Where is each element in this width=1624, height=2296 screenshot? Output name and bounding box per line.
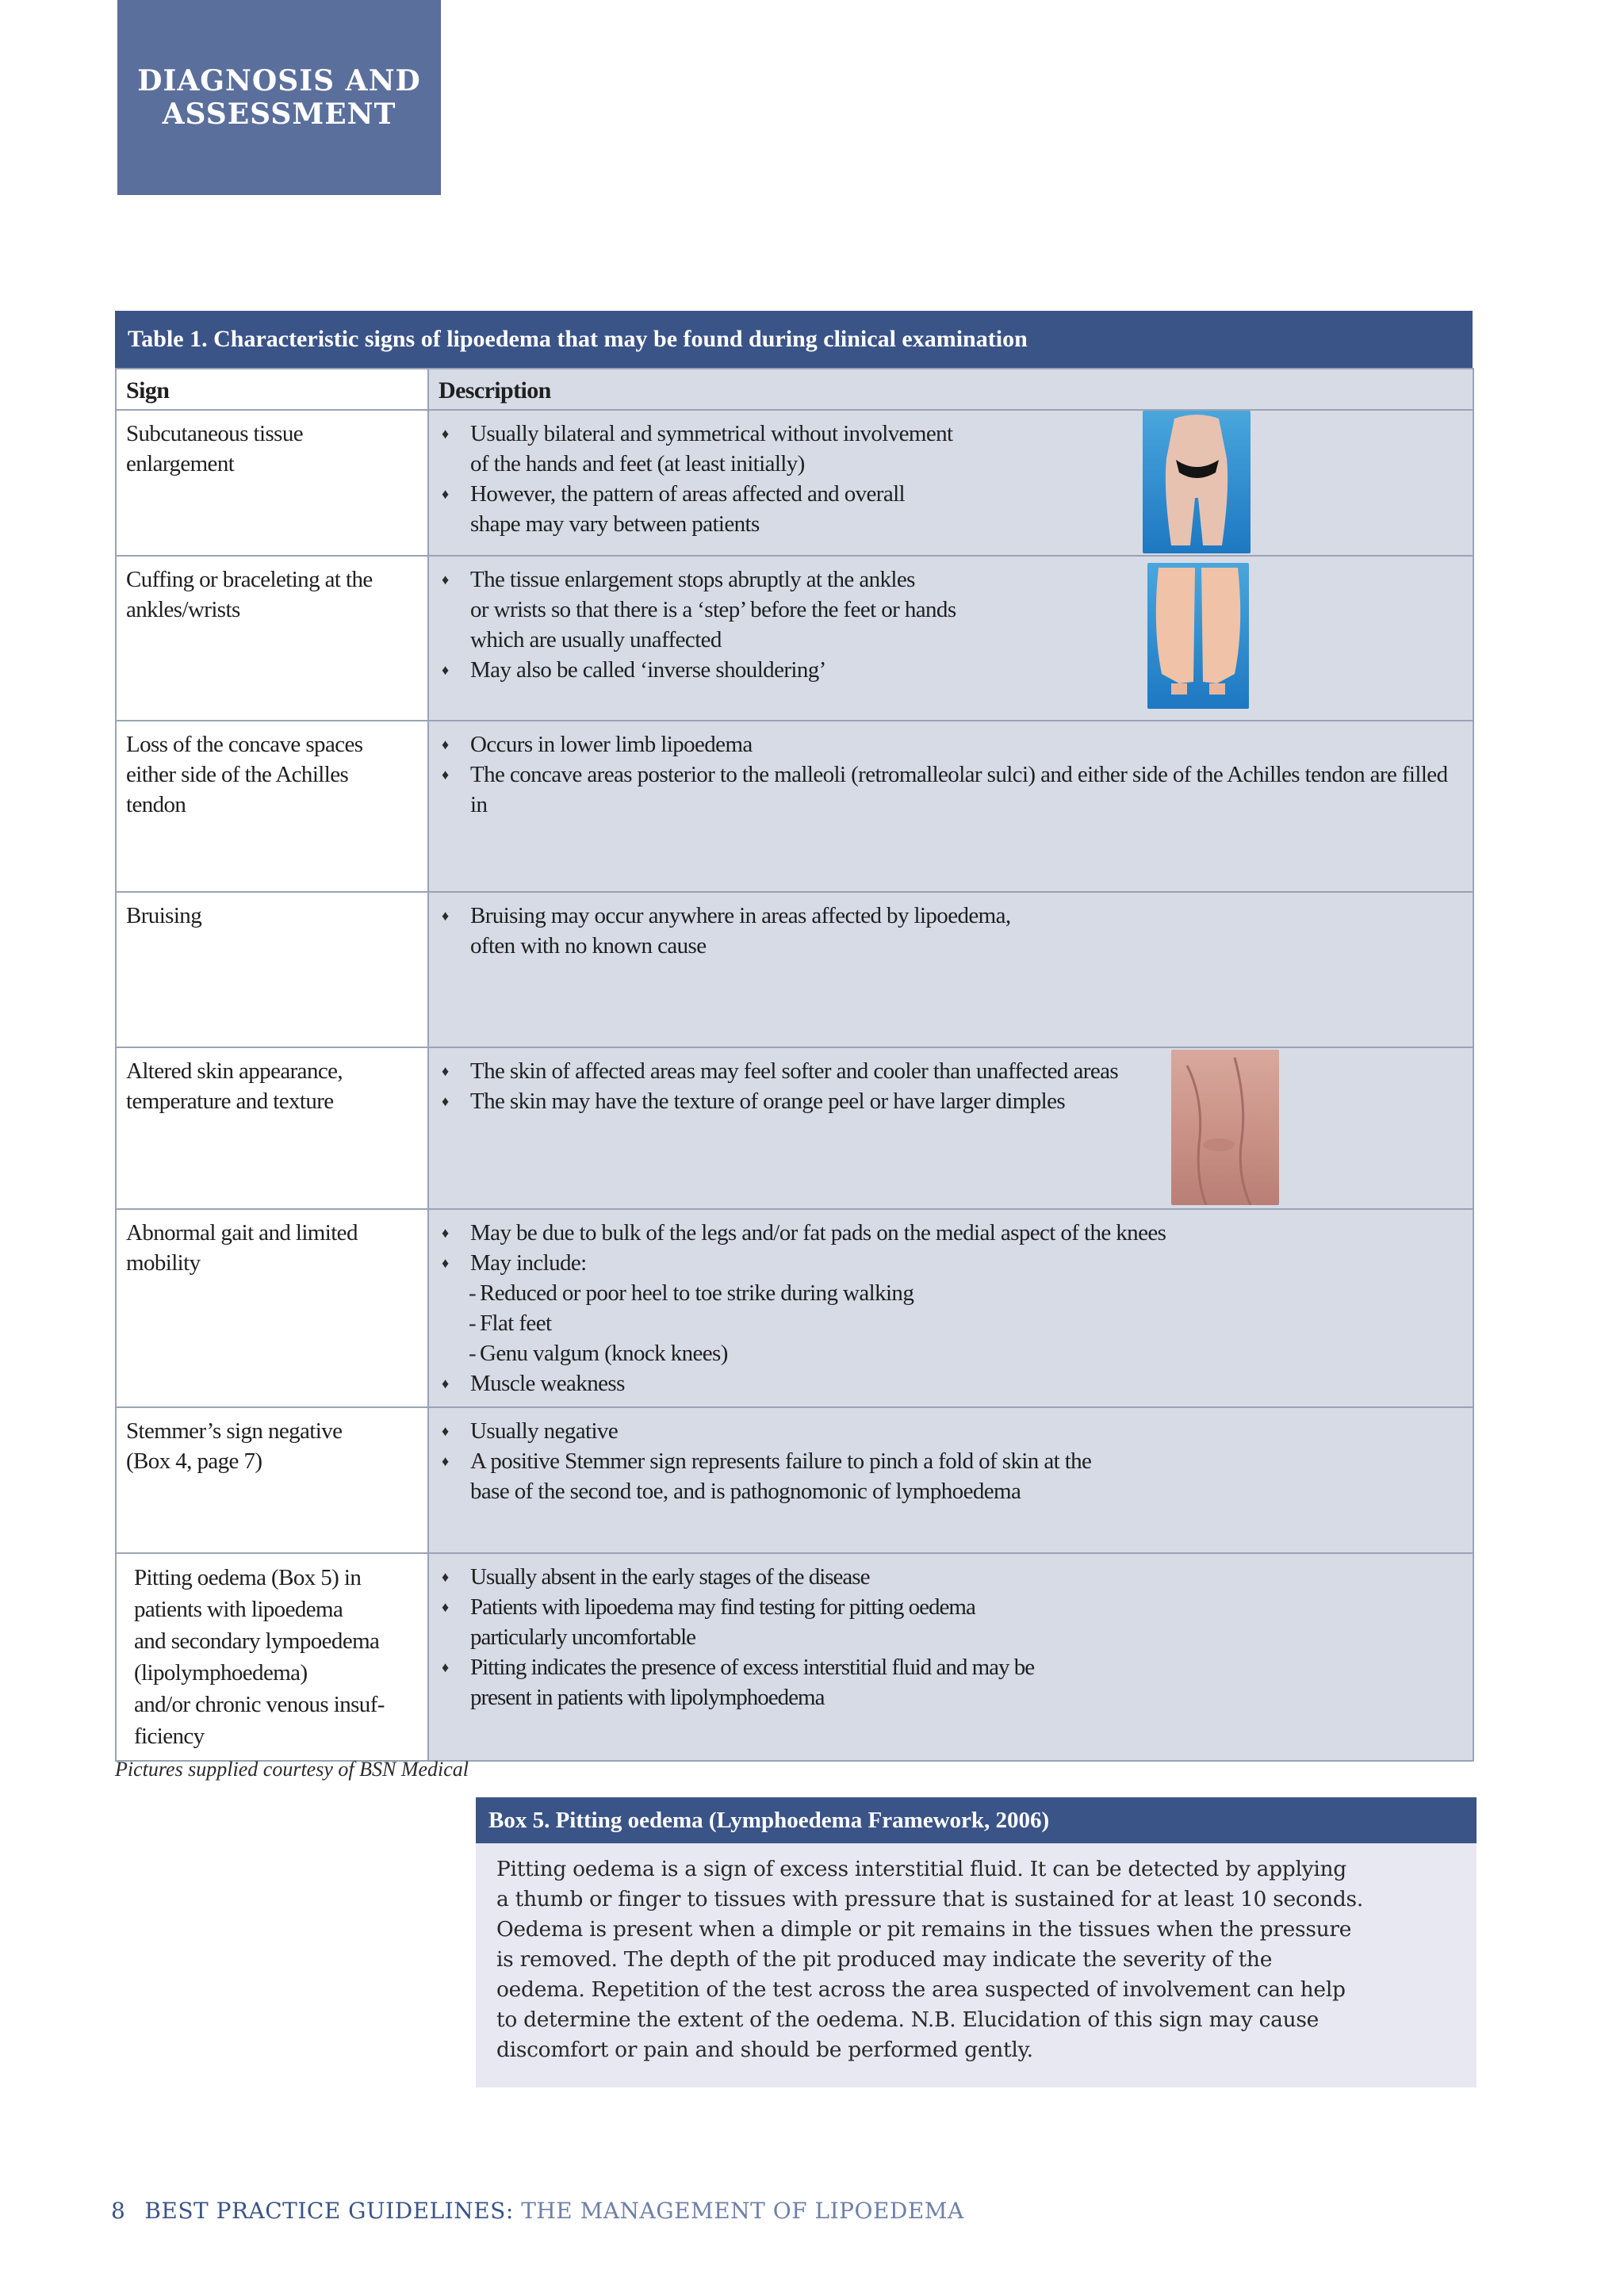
section-header-tab (117, 0, 441, 195)
bullet-item (439, 1652, 1463, 1712)
bullet-line: However, the pattern of areas affected and overall (470, 481, 906, 507)
bullet-line: Muscle weakness (470, 1371, 625, 1396)
bullet-line: Occurs in lower limb lipoedema (470, 732, 753, 757)
table-row (116, 1047, 1473, 1209)
box5-line: oedema. Repetition of the test across the area suspected of involvement can help (496, 1977, 1346, 2002)
box5-body (476, 1843, 1477, 2065)
table-row (116, 1209, 1473, 1407)
box5-line: is removed. The depth of the pit produced may indicate the severity of the (496, 1947, 1273, 1972)
bullet-line: in (470, 792, 488, 817)
description-cell (428, 721, 1473, 892)
box5-line: Oedema is present when a dimple or pit remains in the tissues when the pressure (496, 1917, 1352, 1942)
bullet-line: Pitting indicates the presence of excess interstitial fluid and may be (470, 1655, 1035, 1680)
bullet-line: The tissue enlargement stops abruptly at the ankles (470, 567, 915, 592)
bullet-item (439, 1368, 1463, 1399)
sub-item-text: Reduced or poor heel to toe strike during walking (480, 1280, 914, 1306)
table-row (116, 410, 1473, 556)
table-row (116, 721, 1473, 892)
sign-text: Bruising (126, 903, 202, 928)
description-cell (428, 410, 1473, 556)
sign-cell (116, 410, 428, 556)
bullet-item (439, 1248, 1463, 1278)
bullet-line: which are usually unaffected (470, 627, 722, 652)
bullet-item (439, 1562, 1463, 1592)
bullet-item (439, 1218, 1463, 1248)
sub-item (439, 1338, 1463, 1368)
sign-text: Subcutaneous tissue (126, 421, 303, 446)
legs-front-photo (1143, 411, 1251, 553)
bullet-line: present in patients with lipolymphoedema (470, 1685, 825, 1710)
box5-line: to determine the extent of the oedema. N.B. Elucidation of this sign may cause (496, 2007, 1320, 2032)
column-header-sign: Sign (116, 369, 428, 410)
bullet-line: often with no known cause (470, 933, 707, 959)
box5-line: discomfort or pain and should be performed gently. (496, 2038, 1033, 2062)
bullet-item (439, 1592, 1463, 1652)
bullet-line: base of the second toe, and is pathognomonic of lymphoedema (470, 1479, 1021, 1504)
description-cell (428, 1209, 1473, 1407)
legs-back-photo (1147, 563, 1249, 709)
box5-line: Pitting oedema is a sign of excess interstitial fluid. It can be detected by applying (496, 1857, 1346, 1881)
bullet-item (439, 1086, 1463, 1116)
sign-text: mobility (126, 1250, 201, 1276)
bullet-item (439, 655, 1463, 685)
page-footer (111, 2198, 964, 2224)
sign-text: (lipolymphoedema) (134, 1660, 308, 1686)
bullet-line: shape may vary between patients (470, 511, 760, 537)
sign-cell (116, 1209, 428, 1407)
bullet-line: Usually negative (470, 1418, 619, 1444)
picture-credit: Pictures supplied courtesy of BSN Medical (115, 1758, 469, 1781)
bullet-line: The skin of affected areas may feel softer and cooler than unaffected areas (470, 1058, 1119, 1084)
table-row (116, 1407, 1473, 1553)
sign-text: Stemmer’s sign negative (126, 1418, 343, 1444)
sub-item (439, 1278, 1463, 1308)
bullet-item (439, 479, 1463, 539)
footer-title: THE MANAGEMENT OF LIPOEDEMA (521, 2198, 964, 2224)
sign-text: ankles/wrists (126, 597, 240, 622)
bullet-item (439, 760, 1463, 820)
sign-text: ficiency (134, 1724, 205, 1749)
description-cell (428, 1407, 1473, 1553)
bullet-line: Patients with lipoedema may find testing for pitting oedema (470, 1594, 975, 1620)
section-title-line-2: ASSESSMENT (162, 98, 396, 131)
sign-text: temperature and texture (126, 1089, 334, 1114)
sub-item-text: Genu valgum (knock knees) (480, 1341, 728, 1366)
page-number: 8 (111, 2198, 126, 2224)
bullet-item (439, 1416, 1463, 1446)
box5-line: a thumb or finger to tissues with pressure that is sustained for at least 10 seconds. (496, 1887, 1363, 1911)
bullet-item (439, 729, 1463, 760)
bullet-line: Bruising may occur anywhere in areas affected by lipoedema, (470, 903, 1011, 928)
bullet-item (439, 419, 1463, 479)
sign-text: Pitting oedema (Box 5) in (134, 1565, 362, 1590)
sign-text: either side of the Achilles (126, 762, 349, 787)
sign-text: and secondary lympoedema (134, 1628, 380, 1654)
bullet-item (439, 1446, 1463, 1506)
box5-title: Box 5. Pitting oedema (Lymphoedema Framework, 2006) (476, 1797, 1477, 1843)
bullet-item (439, 901, 1463, 961)
bullet-line: May also be called ‘inverse shouldering’ (470, 657, 826, 683)
sign-text: Altered skin appearance, (126, 1058, 343, 1084)
sign-text: Cuffing or braceleting at the (126, 567, 373, 592)
bullet-line: May include: (470, 1250, 587, 1276)
section-title-line-1: DIAGNOSIS AND (137, 64, 421, 98)
description-cell (428, 1553, 1473, 1761)
sub-item-text: Flat feet (480, 1311, 552, 1336)
footer-series: BEST PRACTICE GUIDELINES: (144, 2198, 514, 2224)
bullet-line: particularly uncomfortable (470, 1624, 696, 1650)
table-row (116, 556, 1473, 721)
bullet-line: Usually absent in the early stages of the disease (470, 1564, 870, 1590)
table-row (116, 892, 1473, 1047)
sign-text: enlargement (126, 451, 235, 476)
sign-text: Loss of the concave spaces (126, 732, 363, 757)
sign-text: and/or chronic venous insuf- (134, 1692, 385, 1717)
bullet-line: A positive Stemmer sign represents failure to pinch a fold of skin at the (470, 1448, 1092, 1474)
column-header-description: Description (428, 369, 1473, 410)
bullet-line: The concave areas posterior to the malleoli (retromalleolar sulci) and either side of the Achilles tendon are filled (470, 762, 1448, 787)
description-cell (428, 892, 1473, 1047)
sign-text: tendon (126, 792, 186, 817)
sign-cell (116, 1407, 428, 1553)
table-title: Table 1. Characteristic signs of lipoedema that may be found during clinical examination (115, 311, 1473, 368)
sign-cell (116, 892, 428, 1047)
signs-table (115, 311, 1473, 1762)
sub-item (439, 1308, 1463, 1338)
bullet-item (439, 564, 1463, 655)
sign-cell (116, 556, 428, 721)
sign-text: Abnormal gait and limited (126, 1220, 358, 1246)
description-cell (428, 1047, 1473, 1209)
bullet-line: The skin may have the texture of orange peel or have larger dimples (470, 1089, 1066, 1114)
box5-pitting-oedema (476, 1797, 1477, 2087)
bullet-item (439, 1056, 1463, 1086)
sign-text: patients with lipoedema (134, 1597, 343, 1622)
sign-cell (116, 1047, 428, 1209)
table-row (116, 1553, 1473, 1761)
bullet-line: May be due to bulk of the legs and/or fat pads on the medial aspect of the knees (470, 1220, 1166, 1246)
description-cell (428, 556, 1473, 721)
sign-cell (116, 1553, 428, 1761)
skin-texture-photo (1171, 1050, 1279, 1205)
bullet-line: or wrists so that there is a ‘step’ before the feet or hands (470, 597, 956, 622)
sign-text: (Box 4, page 7) (126, 1448, 262, 1474)
bullet-line: of the hands and feet (at least initially) (470, 451, 805, 476)
bullet-line: Usually bilateral and symmetrical without involvement (470, 421, 953, 446)
sign-cell (116, 721, 428, 892)
